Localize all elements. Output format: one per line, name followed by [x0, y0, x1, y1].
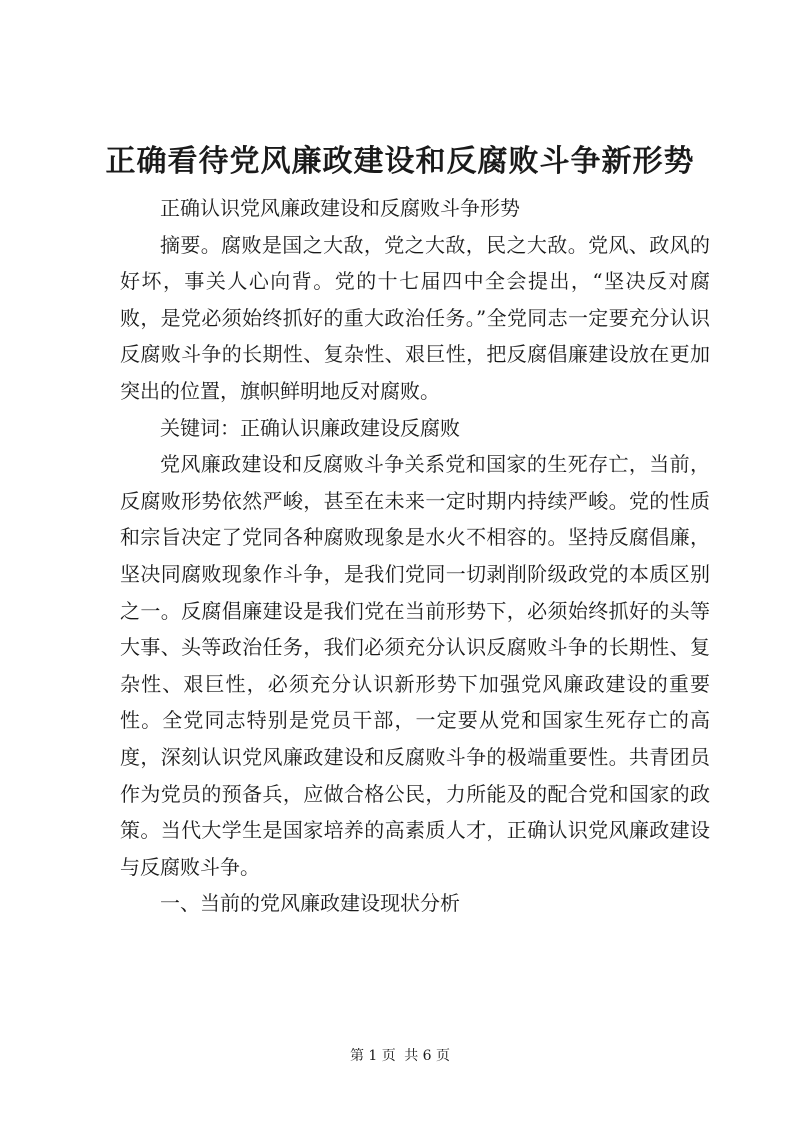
section-subtitle: 正确认识党风廉政建设和反腐败斗争形势	[160, 196, 520, 220]
section-heading: 一、当前的党风廉政建设现状分析	[160, 891, 460, 916]
page-footer	[0, 1046, 800, 1066]
abstract-paragraph: 摘要。腐败是国之大敌，党之大敌，民之大敌。党风、政风的好坏，事关人心向背。党的十七届四中全会提出，“坚决反对腐败，是党必须始终抓好的重大政治任务。”全党同志一定要充分认识反腐败斗争的长期性、复杂性、艰巨性，把反腐倡廉建设放在更加突出的位置，旗帜鲜明地反对腐败。	[120, 232, 710, 403]
page-number: 第 1 页	[349, 1048, 396, 1064]
body-paragraph: 党风廉政建设和反腐败斗争关系党和国家的生死存亡，当前，反腐败形势依然严峻，甚至在未来一定时期内持续严峻。党的性质和宗旨决定了党同各种腐败现象是水火不相容的。坚持反腐倡廉，坚决同腐败现象作斗争，是我们党同一切剥削阶级政党的本质区别之一。反腐倡廉建设是我们党在当前形势下，必须始终抓好的头等大事、头等政治任务，我们必须充分认识反腐败斗争的长期性、复杂性、艰巨性，必须充分认识新形势下加强党风廉政建设的重要性。全党同志特别是党员干部，一定要从党和国家生死存亡的高度，深刻认识党风廉政建设和反腐败斗争的极端重要性。共青团员作为党员的预备兵，应做合格公民，力所能及的配合党和国家的政策。当代大学生是国家培养的高素质人才，正确认识党风廉政建设与反腐败斗争。	[120, 452, 710, 879]
keywords-paragraph: 关键词：正确认识廉政建设反腐败	[160, 415, 460, 440]
document-body	[120, 190, 710, 922]
document-title: 正确看待党风廉政建设和反腐败斗争新形势	[105, 144, 695, 179]
page-total: 共 6 页	[404, 1048, 451, 1064]
